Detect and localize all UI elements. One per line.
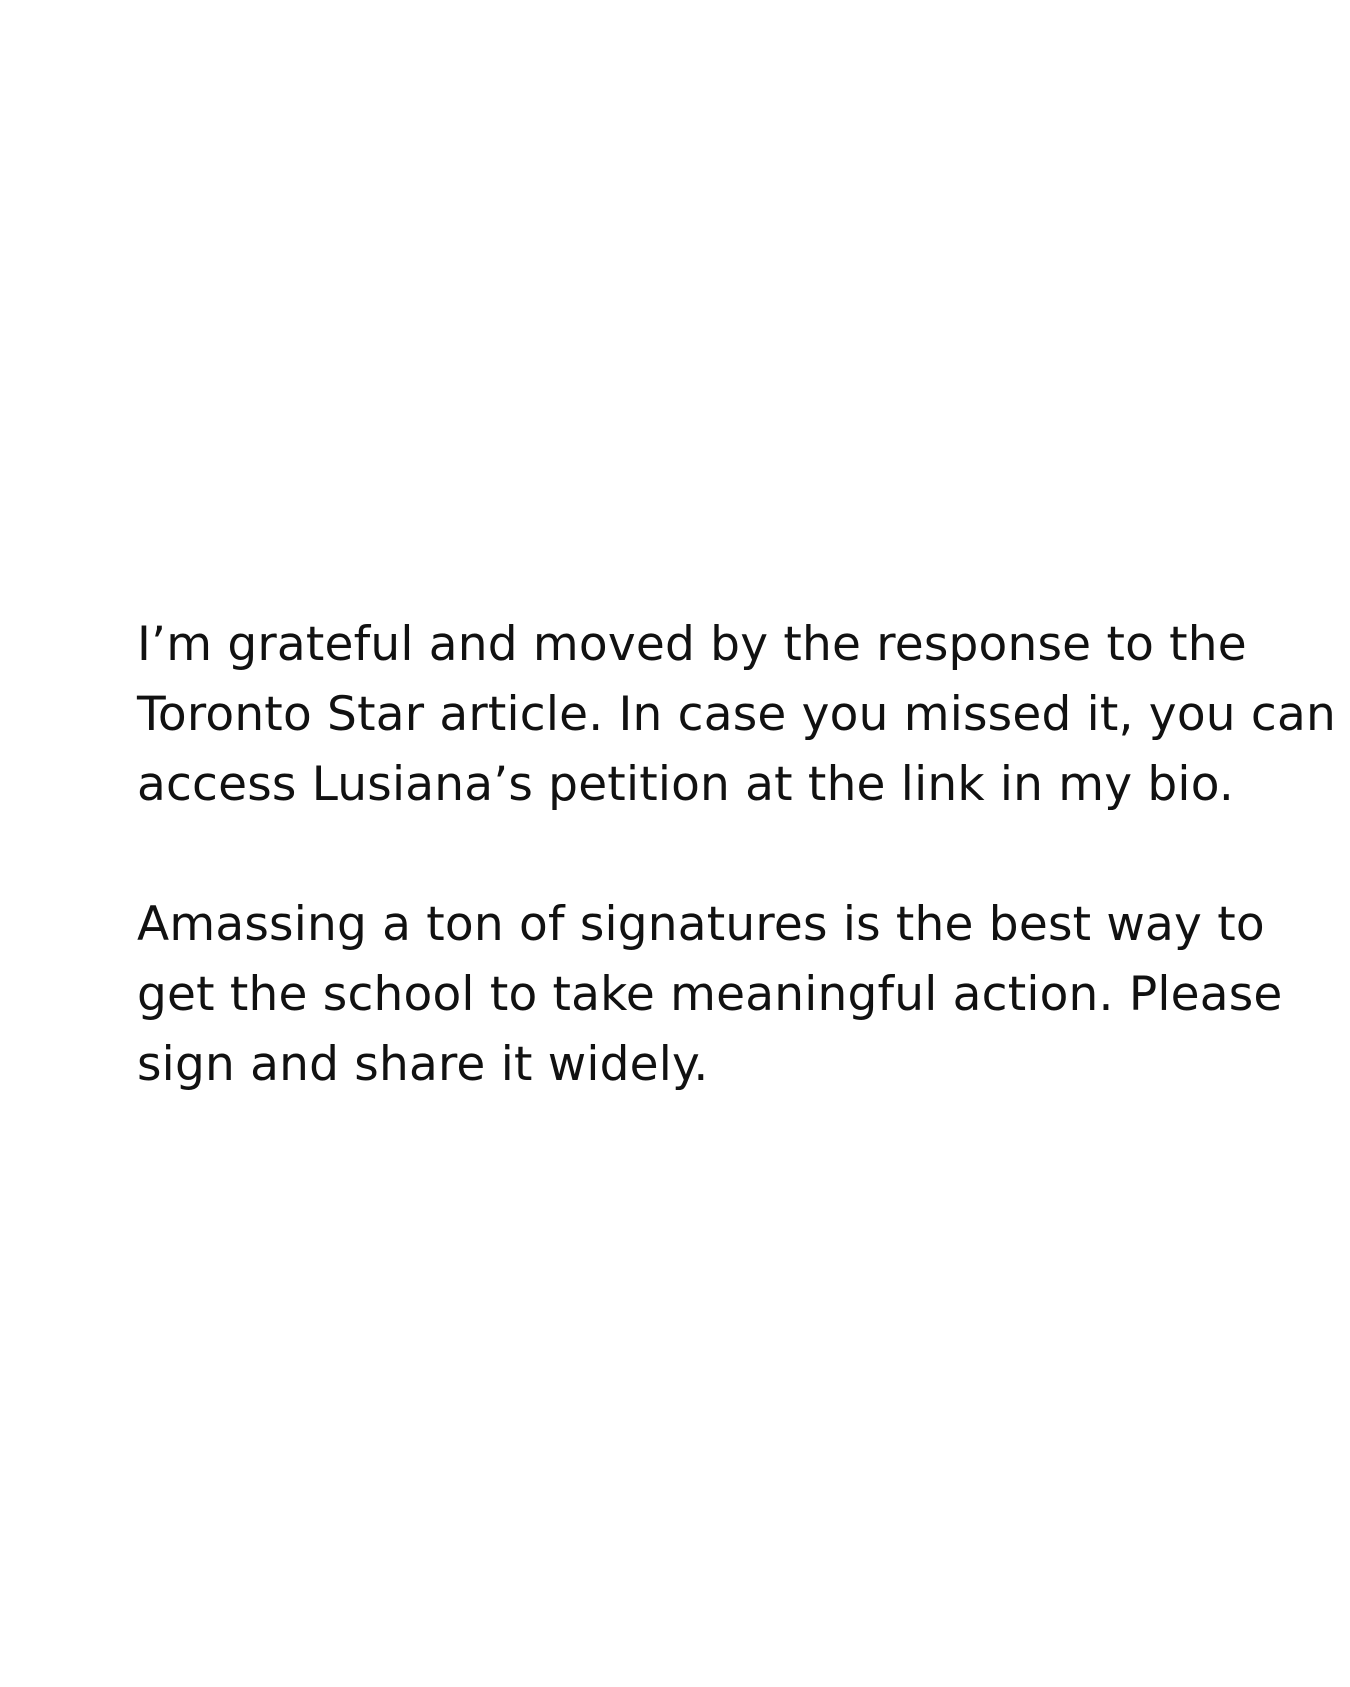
paragraph-1 [137, 610, 1336, 820]
text-line: access Lusiana’s petition at the link in my bio. [137, 757, 1234, 812]
paragraph-spacer [137, 820, 1237, 890]
text-line: Amassing a ton of signatures is the best way to [137, 897, 1265, 952]
text-line: I’m grateful and moved by the response to the [137, 617, 1247, 672]
text-line: Toronto Star article. In case you missed it, you can [137, 687, 1336, 742]
text-line: sign and share it widely. [137, 1037, 709, 1092]
text-line: get the school to take meaningful action. Please [137, 967, 1283, 1022]
post-text [137, 610, 1336, 1100]
paragraph-2 [137, 890, 1283, 1100]
